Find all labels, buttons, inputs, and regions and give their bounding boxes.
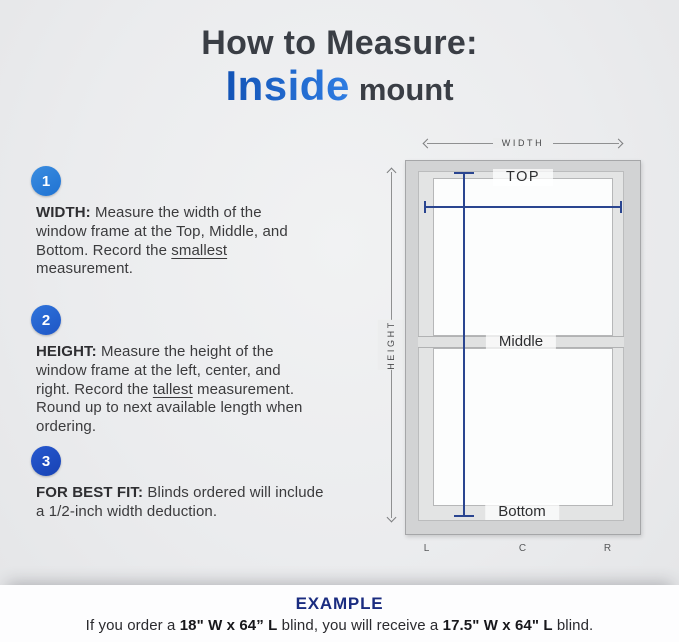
arrow-down-icon	[386, 513, 396, 523]
bold-text-run: FOR BEST FIT:	[36, 484, 144, 501]
width-measure-line	[425, 206, 621, 208]
text-run: Measure the width of the	[90, 204, 262, 221]
width-dimension-arrow	[424, 136, 622, 150]
label-bottom: Bottom	[485, 503, 559, 520]
window-lower-pane	[433, 348, 613, 506]
bold-text-run: 17.5" W x 64" L	[442, 617, 553, 634]
height-measure-line	[463, 173, 465, 516]
text-run: blind.	[552, 617, 594, 634]
height-dimension-arrow	[384, 169, 398, 521]
page-title: How to Measure:	[201, 24, 478, 62]
text-run: ordering.	[36, 418, 97, 436]
bold-text-run: 18" W x 64” L	[179, 617, 278, 634]
text-run: right. Record the	[36, 380, 153, 398]
step-2-number-badge: 2	[31, 305, 61, 335]
window-upper-pane	[433, 178, 613, 336]
arrow-right-icon	[614, 138, 624, 148]
subtitle-suffix: mount	[358, 71, 454, 107]
label-top: TOP	[493, 169, 553, 186]
text-run: Round up to next available length when	[36, 399, 303, 417]
bold-text-run: WIDTH:	[36, 204, 91, 221]
axis-label-right: R	[603, 543, 613, 554]
example-text	[0, 617, 679, 634]
example-section	[0, 585, 679, 642]
step-3-number-badge: 3	[31, 446, 61, 476]
text-run: Measure the height of the	[96, 343, 274, 360]
width-arrow-label: WIDTH	[493, 138, 554, 148]
axis-label-center: C	[518, 543, 528, 554]
text-run: If you order a	[85, 617, 180, 634]
axis-label-left: L	[423, 543, 431, 554]
step-1-number-badge: 1	[31, 166, 61, 196]
text-run: Bottom. Record the	[36, 241, 172, 259]
text-run: a 1/2-inch width deduction.	[36, 502, 218, 520]
height-arrow-label: HEIGHT	[378, 320, 404, 370]
underlined-text-run: smallest	[171, 241, 228, 259]
text-run: Blinds ordered will include	[143, 484, 324, 501]
text-run: window frame at the left, center, and	[36, 361, 281, 379]
text-run: window frame at the Top, Middle, and	[36, 222, 288, 240]
text-run: measurement.	[192, 380, 295, 398]
label-middle: Middle	[486, 333, 556, 350]
bold-text-run: HEIGHT:	[36, 343, 97, 360]
example-heading: EXAMPLE	[295, 594, 384, 613]
underlined-text-run: tallest	[152, 380, 193, 398]
text-run: blind, you will receive a	[277, 617, 443, 634]
subtitle-highlight: Inside	[225, 61, 350, 109]
text-run: measurement.	[36, 260, 134, 278]
